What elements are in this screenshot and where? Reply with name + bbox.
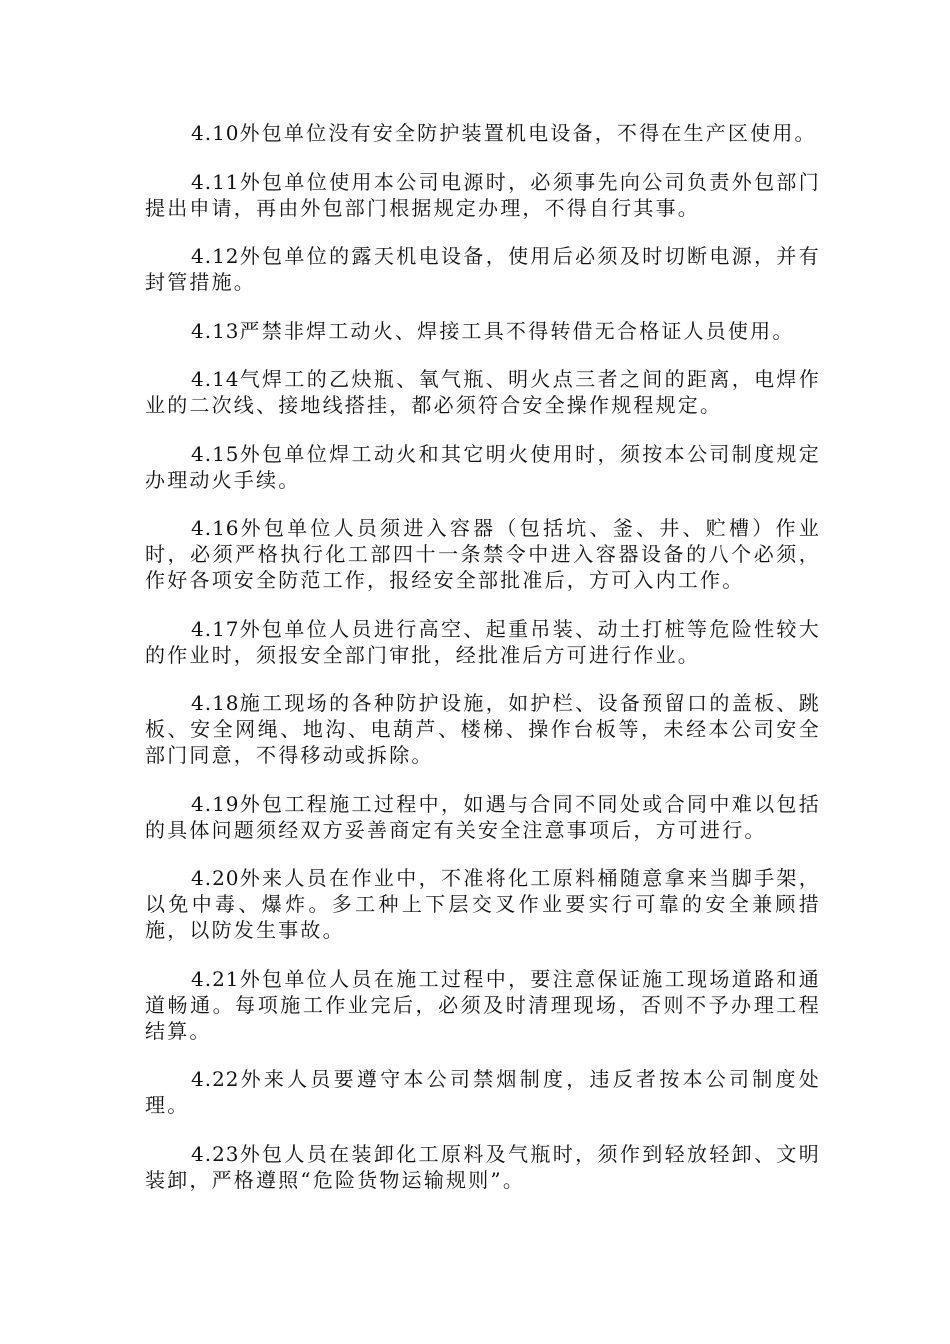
clause-number: 4.15 xyxy=(191,441,240,466)
clause-number: 4.14 xyxy=(191,367,240,391)
clause-number: 4.16 xyxy=(191,516,240,540)
clause-4-17 xyxy=(145,616,821,668)
clause-4-14 xyxy=(145,366,821,418)
clause-text: 外包工程施工过程中，如遇与合同不同处或合同中难以包括的具体问题须经双方妥善商定有关安全注意事项后，方可进行。 xyxy=(145,791,821,842)
clause-text: 外来人员要遵守本公司禁烟制度，违反者按本公司制度处理。 xyxy=(145,1067,821,1117)
clause-4-22 xyxy=(145,1066,821,1118)
clause-4-19 xyxy=(145,791,821,843)
clause-number: 4.23 xyxy=(191,1141,240,1166)
clause-number: 4.17 xyxy=(191,616,240,641)
clause-text: 气焊工的乙炔瓶、氧气瓶、明火点三者之间的距离，电焊作业的二次线、接地线搭挂，都必须符合安全操作规程规定。 xyxy=(145,367,821,417)
clause-4-23 xyxy=(145,1141,821,1193)
clause-4-11 xyxy=(145,169,821,221)
clause-text: 严禁非焊工动火、焊接工具不得转借无合格证人员使用。 xyxy=(239,318,795,343)
clause-4-21 xyxy=(145,966,821,1044)
clause-number: 4.21 xyxy=(191,966,240,991)
clause-number: 4.10 xyxy=(191,121,240,145)
clause-text: 外包单位没有安全防护装置机电设备，不得在生产区使用。 xyxy=(239,121,817,145)
clause-4-10 xyxy=(145,120,821,146)
clause-text: 外包单位人员须进入容器（包括坑、釜、井、贮槽）作业时，必须严格执行化工部四十一条禁令中进入容器设备的八个必须，作好各项安全防范工作，报经安全部批准后，方可入内工作。 xyxy=(145,516,821,592)
clause-text: 外包单位使用本公司电源时，必须事先向公司负责外包部门提出申请，再由外包部门根据规定办理，不得自行其事。 xyxy=(145,169,821,220)
clause-4-15 xyxy=(145,441,821,493)
clause-number: 4.13 xyxy=(191,318,240,343)
clause-number: 4.22 xyxy=(191,1067,240,1091)
clause-text: 外包单位的露天机电设备，使用后必须及时切断电源，并有封管措施。 xyxy=(145,244,821,294)
clause-number: 4.18 xyxy=(191,691,240,715)
clause-4-16 xyxy=(145,515,821,593)
clause-text: 外包人员在装卸化工原料及气瓶时，须作到轻放轻卸、文明装卸，严格遵照“危险货物运输规则”。 xyxy=(145,1141,821,1192)
clause-number: 4.12 xyxy=(191,244,240,268)
document-page xyxy=(145,120,821,1215)
clause-text: 外包单位人员进行高空、起重吊装、动土打桩等危险性较大的作业时，须报安全部门审批，经批准后方可进行作业。 xyxy=(145,616,821,667)
clause-4-18 xyxy=(145,690,821,768)
clause-text: 外包单位人员在施工过程中，要注意保证施工现场道路和通道畅通。每项施工作业完后，必须及时清理现场，否则不予办理工程结算。 xyxy=(145,966,821,1043)
clause-text: 外包单位焊工动火和其它明火使用时，须按本公司制度规定办理动火手续。 xyxy=(145,441,821,492)
clause-4-20 xyxy=(145,865,821,943)
clause-number: 4.19 xyxy=(191,791,240,816)
clause-number: 4.11 xyxy=(191,169,240,194)
clause-4-12 xyxy=(145,243,821,295)
clause-text: 外来人员在作业中，不准将化工原料桶随意拿来当脚手架，以免中毒、爆炸。多工种上下层交叉作业要实行可靠的安全兼顾措施，以防发生事故。 xyxy=(145,866,821,942)
clause-4-13 xyxy=(145,318,821,344)
clause-text: 施工现场的各种防护设施，如护栏、设备预留口的盖板、跳板、安全网绳、地沟、电葫芦、楼梯、操作台板等，未经本公司安全部门同意，不得移动或拆除。 xyxy=(145,691,821,767)
clause-number: 4.20 xyxy=(191,866,240,890)
